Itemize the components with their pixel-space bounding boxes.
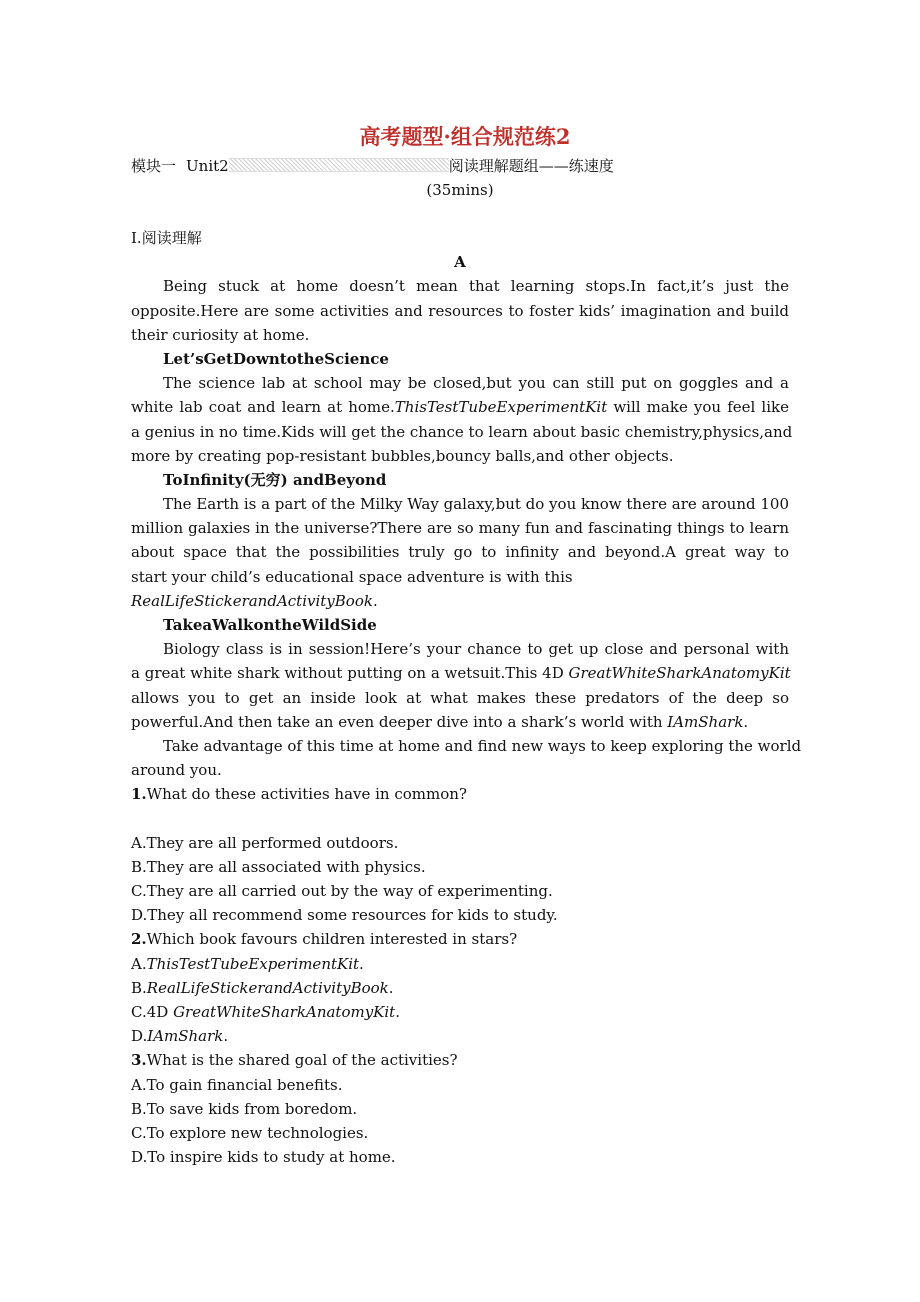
q3-option-c: C.To explore new technologies. [131, 1123, 369, 1142]
science-line-3: a genius in no time.Kids will get the chance to learn about basic chemistry,physics,and [131, 422, 793, 441]
science-line-1: The science lab at school may be closed,but you can still put on goggles and a [163, 374, 789, 393]
time-limit: (35mins) [426, 181, 494, 199]
biology-line-4: powerful.And then take an even deeper dive into a shark’s world with IAmShark. [131, 712, 749, 731]
question-3: 3.What is the shared goal of the activities? [131, 1051, 458, 1070]
hatch-pattern [229, 158, 449, 172]
passage-letter: A [454, 253, 466, 272]
science-line-4: more by creating pop-resistant bubbles,bouncy balls,and other objects. [131, 446, 674, 465]
q1-option-c: C.They are all carried out by the way of experimenting. [131, 882, 553, 901]
intro-line-3: their curiosity at home. [131, 325, 310, 344]
science-line-2: white lab coat and learn at home.ThisTestTubeExperimentKit will make you feel like [131, 398, 789, 417]
kit-title-italic: ThisTestTubeExperimentKit [394, 398, 608, 417]
q1-option-a: A.They are all performed outdoors. [131, 833, 399, 852]
space-line-2: million galaxies in the universe?There are so many fun and fascinating things to learn [131, 519, 789, 538]
intro-line-1: Being stuck at home doesn’t mean that learning stops.In fact,it’s just the [163, 277, 789, 296]
intro-line-2: opposite.Here are some activities and resources to foster kids’ imagination and build [131, 301, 789, 320]
space-line-1: The Earth is a part of the Milky Way galaxy,but do you know there are around 100 [163, 495, 789, 514]
heading-wild-side: TakeaWalkontheWildSide [163, 616, 377, 634]
q2-option-a: A.ThisTestTubeExperimentKit. [131, 954, 364, 973]
heading-science: Let’sGetDowntotheScience [163, 349, 389, 368]
q2-option-d: D.IAmShark. [131, 1027, 229, 1046]
group-label: 阅读理解题组——练速度 [448, 157, 614, 175]
space-line-3: about space that the possibilities truly go to infinity and beyond.A great way to [131, 543, 789, 562]
shark-kit-italic: GreatWhiteSharkAnatomyKit [568, 664, 791, 683]
section-label: Ⅰ.阅读理解 [131, 229, 202, 247]
iamshark-italic: IAmShark [667, 712, 744, 731]
biology-line-3: allows you to get an inside look at what makes these predators of the deep so [131, 688, 789, 707]
module-line [131, 154, 789, 178]
space-line-5: RealLifeStickerandActivityBook. [131, 591, 378, 610]
q2-option-c: C.4D GreatWhiteSharkAnatomyKit. [131, 1003, 400, 1021]
book-title-italic: RealLifeStickerandActivityBook [131, 591, 373, 610]
space-line-4: start your child’s educational space adventure is with this [131, 567, 573, 586]
closing-line-2: around you. [131, 761, 222, 780]
q2-option-b: B.RealLifeStickerandActivityBook. [131, 978, 394, 997]
biology-line-2: a great white shark without putting on a wetsuit.This 4D GreatWhiteSharkAnatomyKit [131, 664, 791, 683]
q3-option-a: A.To gain financial benefits. [131, 1075, 343, 1094]
q3-option-b: B.To save kids from boredom. [131, 1099, 358, 1118]
biology-line-1: Biology class is in session!Here’s your chance to get up close and personal with [163, 640, 789, 659]
heading-infinity: ToInfinity(无穷) andBeyond [163, 470, 387, 489]
question-2: 2.Which book favours children interested in stars? [131, 930, 518, 949]
question-1: 1.What do these activities have in common? [131, 785, 467, 804]
worksheet-content [131, 120, 802, 1169]
unit-label: Unit2 [186, 157, 229, 175]
page-title: 高考题型·组合规范练2 [359, 124, 571, 149]
q1-option-d: D.They all recommend some resources for kids to study. [131, 906, 558, 925]
q1-option-b: B.They are all associated with physics. [131, 857, 426, 876]
module-label: 模块一 [131, 157, 177, 175]
q3-option-d: D.To inspire kids to study at home. [131, 1148, 396, 1167]
closing-line-1: Take advantage of this time at home and find new ways to keep exploring the world [163, 736, 802, 755]
